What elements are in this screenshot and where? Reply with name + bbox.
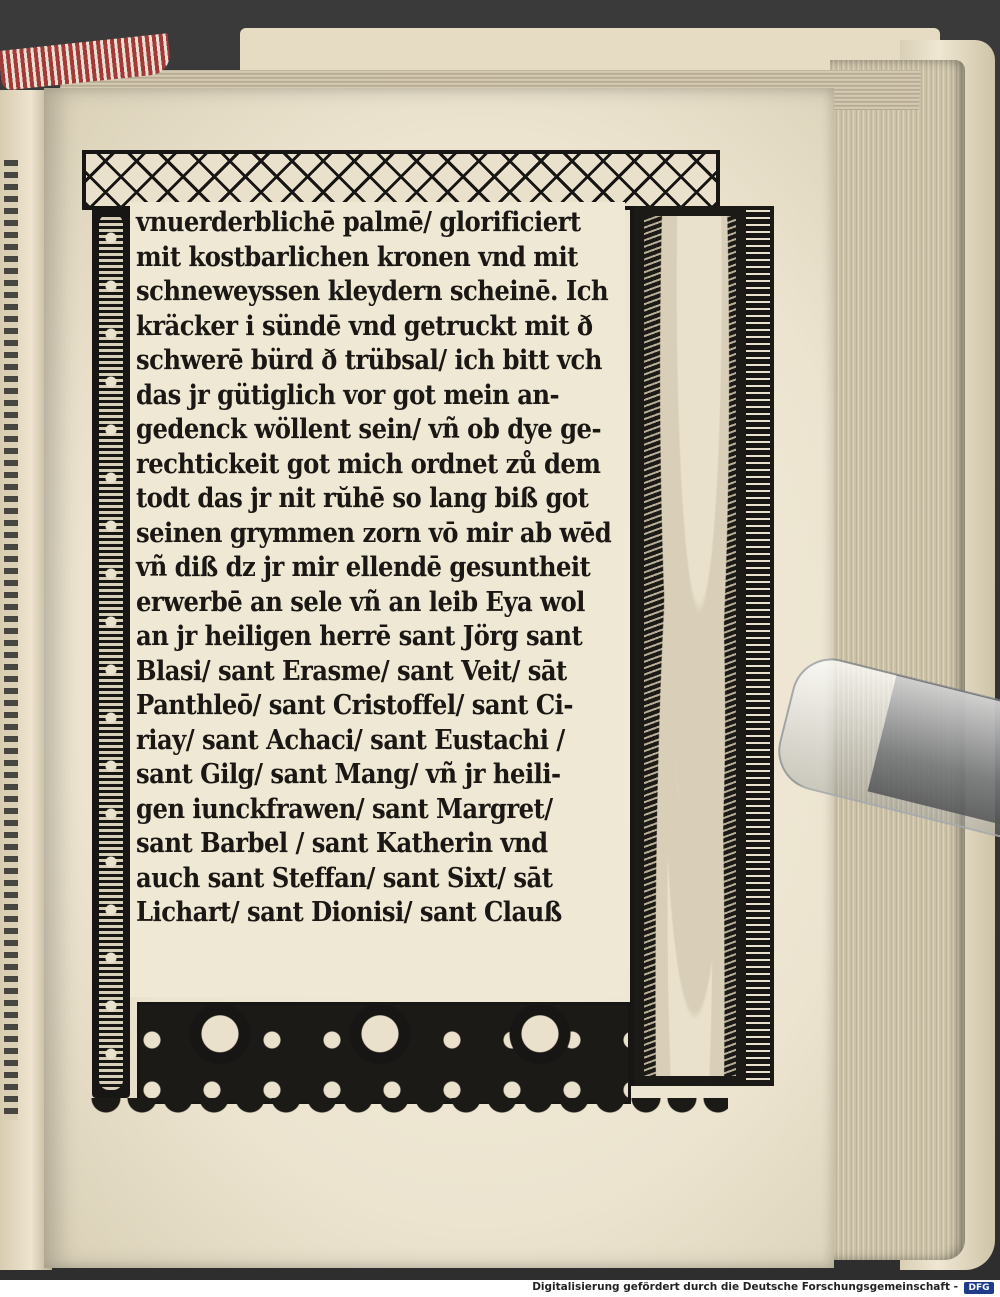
frame-bottom-ornament bbox=[137, 1002, 631, 1104]
text-line: vnuerderblichē palmē/ glorificiert bbox=[136, 207, 581, 238]
text-line: sant Gilg/ sant Mang/ vñ jr heili- bbox=[136, 759, 561, 790]
text-line: kräcker i sündē vnd getruckt mit ð bbox=[136, 310, 593, 342]
text-line: seinen grymmen zorn vō mir ab wēd bbox=[136, 517, 612, 549]
text-line: riay/ sant Achaci/ sant Eustachi / bbox=[136, 724, 565, 756]
text-line: gedenck wöllent sein/ vñ ob dye ge- bbox=[136, 414, 602, 445]
frame-left-vine bbox=[92, 206, 130, 1098]
text-line: Panthleō/ sant Cristoffel/ sant Ci- bbox=[136, 690, 573, 721]
text-line: an jr heiligen herrē sant Jörg sant bbox=[136, 621, 583, 652]
dfg-logo-icon: DFG bbox=[964, 1282, 994, 1294]
text-line: Lichart/ sant Dionisi/ sant Clauß bbox=[136, 897, 562, 928]
left-page-border bbox=[4, 160, 18, 1120]
frame-right-border bbox=[746, 210, 770, 1080]
footer-bar bbox=[0, 1280, 1000, 1297]
frame-top-ornament bbox=[82, 150, 720, 210]
text-line: sant Barbel / sant Katherin vnd bbox=[136, 828, 548, 859]
frame-base-ornament bbox=[88, 1098, 728, 1138]
text-line: vñ diß dz jr mir ellendē gesuntheit bbox=[136, 552, 591, 583]
text-line: erwerbē an sele vñ an leib Eya wol bbox=[136, 586, 585, 618]
dfg-credit-text: Digitalisierung gefördert durch die Deutsche Forschungsgemeinschaft - bbox=[532, 1281, 958, 1293]
vine-ornament bbox=[99, 214, 123, 1090]
text-line: schneweyssen kleydern scheinē. Ich bbox=[136, 276, 609, 307]
text-line: schwerē bürd ð trübsal/ ich bitt vch bbox=[136, 345, 602, 376]
frame-right-figures bbox=[630, 206, 774, 1086]
blackletter-text-block bbox=[130, 202, 625, 997]
text-line: auch sant Steffan/ sant Sixt/ sāt bbox=[136, 862, 553, 894]
text-line: das jr gütiglich vor got mein an- bbox=[136, 379, 560, 411]
text-line: Blasi/ sant Erasme/ sant Veit/ sāt bbox=[136, 655, 567, 687]
text-line: gen iunckfrawen/ sant Margret/ bbox=[136, 793, 553, 825]
woodcut-figures-illustration bbox=[644, 216, 736, 1076]
text-line: todt das jr nit rŭhē so lang biß got bbox=[136, 483, 589, 514]
page-edges bbox=[830, 60, 965, 1260]
text-line: rechtickeit got mich ordnet zů dem bbox=[136, 448, 601, 480]
text-line: mit kostbarlichen kronen vnd mit bbox=[136, 241, 578, 273]
